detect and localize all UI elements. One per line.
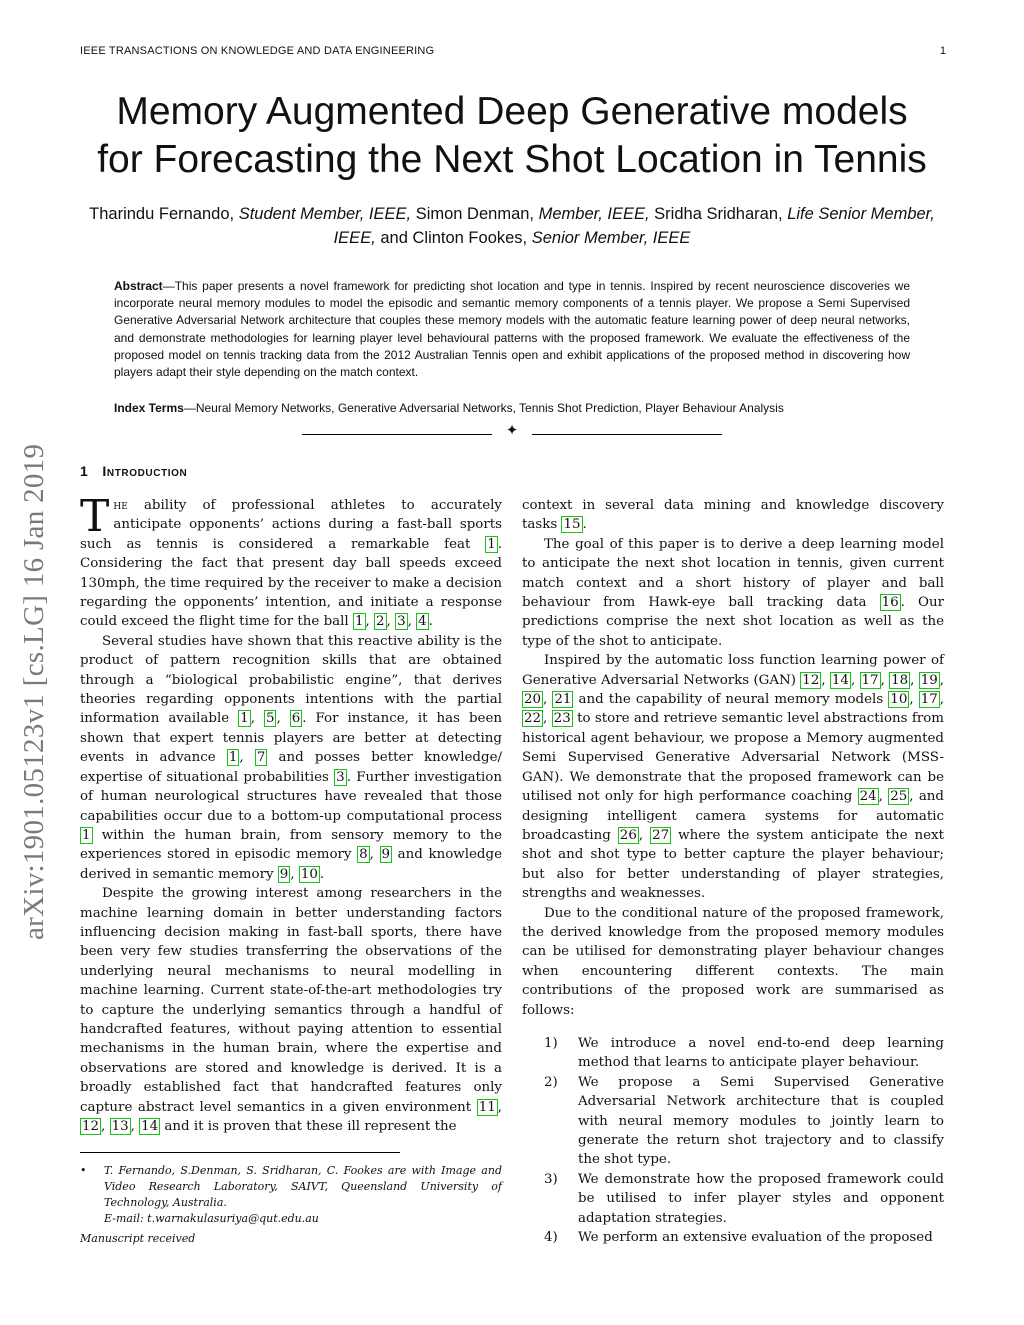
citation-link[interactable]: 17 (861, 672, 879, 688)
author-role: Member, IEEE, (538, 205, 650, 223)
citation-link[interactable]: 11 (478, 1099, 496, 1115)
section-divider (302, 423, 722, 441)
list-item: 2) We propose a Semi Supervised Generative Adversarial Network architecture that is coupled with neural memory modules to jointly learn to generate the return shot trajectory and to classify the shot type. (544, 1074, 944, 1168)
index-terms (114, 400, 910, 417)
citation-link[interactable]: 23 (553, 711, 571, 727)
journal-header: IEEE TRANSACTIONS ON KNOWLEDGE AND DATA ENGINEERING (80, 45, 435, 57)
citation-link[interactable]: 17 (920, 692, 938, 708)
paragraph: Inspired by the automatic loss function learning power of Generative Adversarial Networks (GAN) 12 , 14 , 17 , 18 , 19 , 20 , 21 and the capability of neural memory models 10 , 17 , 22 , 23 to store and retrieve semantic level abstractions from historical agent behaviour, we propose a Memory augmented Semi Supervised Generative Adversarial Network (MSS-GAN). We demonstrate that the proposed framework can be utilised not only for high performance coaching 24 , 25 , and designing intelligent camera systems for automatic broadcasting 26 , 27 where the system anticipate the next shot and shot type to better capture the player behaviour; but also for better understanding of player strategies, strengths and weaknesses. (522, 653, 945, 902)
paragraph: Several studies have shown that this reactive ability is the product of pattern recognition skills that are obtained through a “biological probabilistic engine”, that derives theories regarding opponents intentions with the partial information available 1 , 5 , 6 . For instance, it has been shown that expert tennis players are better at detecting events in advance 1 , 7 and posses better knowledge/ expertise of situational probabilities 3 . Further investigation of human neurological structures have revealed that those capabilities occur due to a bottom-up computational process 1 within the human brain, from sensory memory to the experiences stored in episodic memory 8 , 9 and knowledge derived in semantic memory 9 , 10 . (80, 633, 503, 882)
citation-link[interactable]: 9 (279, 866, 289, 882)
citation-link[interactable]: 9 (381, 847, 391, 863)
citation-link[interactable]: 12 (82, 1119, 100, 1134)
citation-link[interactable]: 5 (265, 711, 275, 727)
list-item: 4) We perform an extensive evaluation of the proposed (544, 1230, 933, 1246)
title-line-1: Memory Augmented Deep Generative models (116, 90, 908, 133)
citation-link[interactable]: 16 (881, 595, 899, 611)
paragraph: Despite the growing interest among researchers in the machine learning domain in better understanding factors influencing decision making in fast-ball sports, there have been very few studies transferring the observations of the underlying neural mechanisms to neural modelling in machine learning. Current state-of-the-art methodologies try to capture the underlying semantics through a handful of handcrafted features, without paying attention to essential mechanisms in the human brain, where the expertise and observations are stored and knowledge is derived. It is a broadly established fact that handcrafted features only capture abstract level semantics in a given environment 11 , 12 , 13 , 14 and it is proven that these ill represent the (80, 886, 502, 1134)
index-terms-label: Index Terms (114, 401, 184, 415)
citation-link[interactable]: 24 (859, 789, 877, 805)
citation-link[interactable]: 1 (354, 614, 364, 630)
contributions-list (522, 1034, 944, 1247)
citation-link[interactable]: 25 (890, 789, 908, 805)
diamond-star-icon: ✦ (505, 423, 519, 439)
list-item: 1) We introduce a novel end-to-end deep learning method that learns to anticipate player behaviour. (544, 1035, 944, 1071)
index-terms-text: —Neural Memory Networks, Generative Adversarial Networks, Tennis Shot Prediction, Player Behaviour Analysis (183, 401, 784, 415)
citation-link[interactable]: 12 (802, 672, 820, 688)
arxiv-identifier[interactable]: arXiv:1901.05123v1 [cs.LG] 16 Jan 2019 (18, 443, 50, 940)
paragraph: Due to the conditional nature of the proposed framework, the derived knowledge from the proposed memory modules can be utilised for demonstrating player behaviour changes when encountering different contexts. The main contributions of the proposed work are summarised as follows: (522, 905, 944, 1018)
section-number: 1 (80, 463, 89, 479)
section-heading (80, 463, 187, 479)
author-name: Simon Denman, (415, 205, 535, 223)
citation-link[interactable]: 1 (82, 827, 91, 843)
citation-link[interactable]: 10 (300, 866, 318, 882)
citation-link[interactable]: 19 (920, 672, 938, 688)
citation-link[interactable]: 14 (141, 1119, 159, 1134)
citation-link[interactable]: 18 (891, 672, 909, 688)
paragraph: context in several data mining and knowledge discovery tasks 15 . (522, 498, 944, 533)
author-name: and Clinton Fookes, (380, 229, 528, 247)
citation-link[interactable]: 7 (256, 750, 266, 766)
author-role: Life Senior Member, IEEE, (333, 205, 935, 247)
section-title: Introduction (102, 463, 188, 479)
citation-link[interactable]: 10 (890, 692, 908, 708)
list-item: 3) We demonstrate how the proposed framework could be utilised to infer player styles and opponent adaptation strategies. (544, 1171, 944, 1226)
abstract (114, 278, 910, 381)
citation-link[interactable]: 3 (397, 614, 406, 630)
left-column (80, 491, 503, 1136)
divider-line-left (302, 434, 492, 435)
divider-line-right (532, 434, 722, 435)
author-name: Tharindu Fernando, (89, 205, 235, 223)
citation-link[interactable]: 15 (563, 517, 581, 533)
author-list (80, 202, 944, 250)
citation-link[interactable]: 22 (524, 711, 542, 727)
bullet-icon: • (80, 1164, 87, 1177)
author-role: Student Member, IEEE, (238, 205, 412, 223)
citation-link[interactable]: 1 (228, 750, 238, 766)
citation-link[interactable]: 26 (619, 827, 637, 843)
paragraph: The goal of this paper is to derive a deep learning model to anticipate the next shot location in tennis, given current match context and a short history of player and ball behaviour from Hawk-eye ball tracking data 16 . Our predictions comprise the next shot location as well as the type of the shot to anticipate. (522, 536, 944, 649)
manuscript-note: Manuscript received (80, 1232, 196, 1245)
citation-link[interactable]: 1 (487, 536, 496, 552)
right-column (522, 496, 944, 1247)
title-line-2: for Forecasting the Next Shot Location in Tennis (97, 138, 927, 181)
author-name: Sridha Sridharan, (654, 205, 783, 223)
citation-link[interactable]: 21 (554, 692, 572, 708)
abstract-text: —This paper presents a novel framework for predicting shot location and type in tennis. Inspired by recent neuroscience discoveries we incorporate neural memory modules to model the episodic and semantic memory components of a tennis player. We propose a Semi Supervised Generative Adversarial Network architecture that couples these memory models with the automatic feature learning power of deep neural networks, and demonstrate methodologies for learning player level behavioural patterns with the proposed framework. We evaluate the effectiveness of the proposed model on tennis tracking data from the 2012 Australian Tennis open and exhibit applications of the proposed method in discovering how players adapt their style depending on the match context. (114, 279, 910, 380)
footnote-text: T. Fernando, S.Denman, S. Sridharan, C. Fookes are with Image and Video Research Laboratory, SAIVT, Queensland University of Technology, Australia. (104, 1164, 502, 1209)
citation-link[interactable]: 6 (291, 711, 301, 727)
abstract-label: Abstract (114, 279, 163, 293)
citation-link[interactable]: 4 (418, 614, 427, 630)
paragraph: The ability of professional athletes to accurately anticipate opponents’ actions during a fast-ball sports such as tennis is considered a remarkable feat 1 . Considering the fact that present day ball speeds exceed 130mph, the time required by the receiver to make a decision regarding the opponents’ intention, and initiate a response could exceed the flight time for the ball 1 , 2 , 3 , 4 . (80, 491, 502, 630)
citation-link[interactable]: 27 (652, 827, 670, 843)
citation-link[interactable]: 3 (336, 769, 345, 785)
citation-link[interactable]: 1 (240, 711, 249, 727)
author-role: Senior Member, IEEE (531, 229, 691, 247)
citation-link[interactable]: 8 (359, 847, 368, 863)
footnote-email[interactable]: E-mail: t.warnakulasuriya@qut.edu.au (104, 1212, 319, 1225)
citation-link[interactable]: 13 (111, 1119, 129, 1134)
drop-cap: T (80, 491, 110, 542)
citation-link[interactable]: 2 (376, 614, 385, 630)
citation-link[interactable]: 20 (524, 692, 542, 708)
paper-title (60, 88, 964, 184)
author-footnote (80, 1163, 502, 1227)
citation-link[interactable]: 14 (831, 672, 849, 688)
page-number: 1 (939, 45, 946, 57)
footnote-rule (80, 1152, 400, 1153)
